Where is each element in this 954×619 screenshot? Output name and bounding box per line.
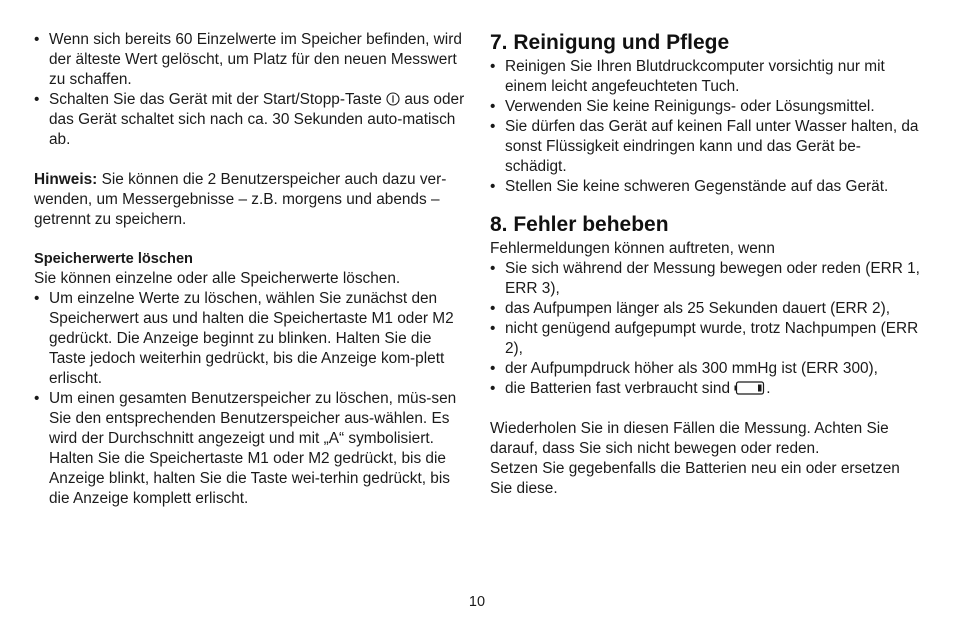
list-item: • Sie dürfen das Gerät auf keinen Fall unter Wasser halten, da sonst Flüssigkeit eindringen kann und das Gerät be-schädigt. (490, 117, 920, 177)
list-item (490, 379, 920, 399)
list-item-text: Schalten Sie das Gerät mit der Start/Stopp-Taste (49, 91, 387, 108)
list-item: • Reinigen Sie Ihren Blutdruckcomputer vorsichtig nur mit einem leicht angefeuchteten Tuch. (490, 57, 920, 97)
hint-label: Hinweis: (34, 171, 98, 188)
page-number: 10 (468, 594, 486, 610)
battery-low-icon (734, 381, 766, 395)
list-item: • Wenn sich bereits 60 Einzelwerte im Speicher befinden, wird der älteste Wert gelöscht, um Platz für den neuen Messwert zu schaffen. (34, 30, 466, 90)
list-item-text: . (766, 380, 771, 397)
list-item-text: aus oder das Gerät schaltet sich nach ca. 30 Sekunden auto-matisch ab. (49, 91, 465, 148)
section-heading-cleaning: 7. Reinigung und Pflege (490, 31, 730, 54)
list-item: • Um einzelne Werte zu löschen, wählen Sie zunächst den Speicherwert aus und halten die Speichertaste M1 oder M2 gedrückt. Die Anzeige beginnt zu blinken. Halten Sie die Taste jedoch weiterhin gedrückt, bis die Anzeige kom-plett erlischt. (34, 289, 466, 389)
cleaning-list (490, 57, 920, 197)
list-item: • das Aufpumpen länger als 25 Sekunden dauert (ERR 2), (490, 299, 920, 319)
closing-paragraph: Wiederholen Sie in diesen Fällen die Messung. Achten Sie darauf, dass Sie sich nicht bewegen oder reden. (490, 420, 889, 457)
section-heading-errors: 8. Fehler beheben (490, 213, 669, 236)
right-column (490, 30, 920, 499)
list-item-text: die Batterien fast verbraucht sind (505, 380, 735, 397)
closing-paragraph-2: Setzen Sie gegebenfalls die Batterien neu ein oder ersetzen Sie diese. (490, 460, 900, 497)
hint-paragraph (34, 170, 466, 230)
errors-list (490, 259, 920, 399)
list-item: • Verwenden Sie keine Reinigungs- oder Lösungsmittel. (490, 97, 920, 117)
power-icon (386, 92, 400, 106)
left-column (34, 30, 466, 509)
list-item: • Um einen gesamten Benutzerspeicher zu löschen, müs-sen Sie den entsprechenden Benutzerspeicher aus-wählen. Es wird der Durchschnitt angezeigt und mit „A“ symbolisiert. Halten Sie die Speichertaste M1 oder M2 gedrückt, bis die Anzeige blinkt, halten Sie die Taste wei-terhin gedrückt, bis die Anzeige komplett erlischt. (34, 389, 466, 509)
hint-text: Sie können die 2 Benutzerspeicher auch dazu ver-wenden, um Messergebnisse – z.B. morgens und abends – getrennt zu speichern. (34, 171, 447, 228)
list-item: • Sie sich während der Messung bewegen oder reden (ERR 1, ERR 3), (490, 259, 920, 299)
delete-intro: Sie können einzelne oder alle Speicherwerte löschen. (34, 270, 401, 287)
subheading: Speicherwerte löschen (34, 251, 193, 267)
list-item: • nicht genügend aufgepumpt wurde, trotz Nachpumpen (ERR 2), (490, 319, 920, 359)
list-item: • Stellen Sie keine schweren Gegenstände auf das Gerät. (490, 177, 920, 197)
delete-list (34, 289, 466, 509)
errors-intro: Fehlermeldungen können auftreten, wenn (490, 240, 775, 257)
list-item: • der Aufpumpdruck höher als 300 mmHg ist (ERR 300), (490, 359, 920, 379)
memory-notes-list (34, 30, 466, 150)
list-item (34, 90, 466, 150)
